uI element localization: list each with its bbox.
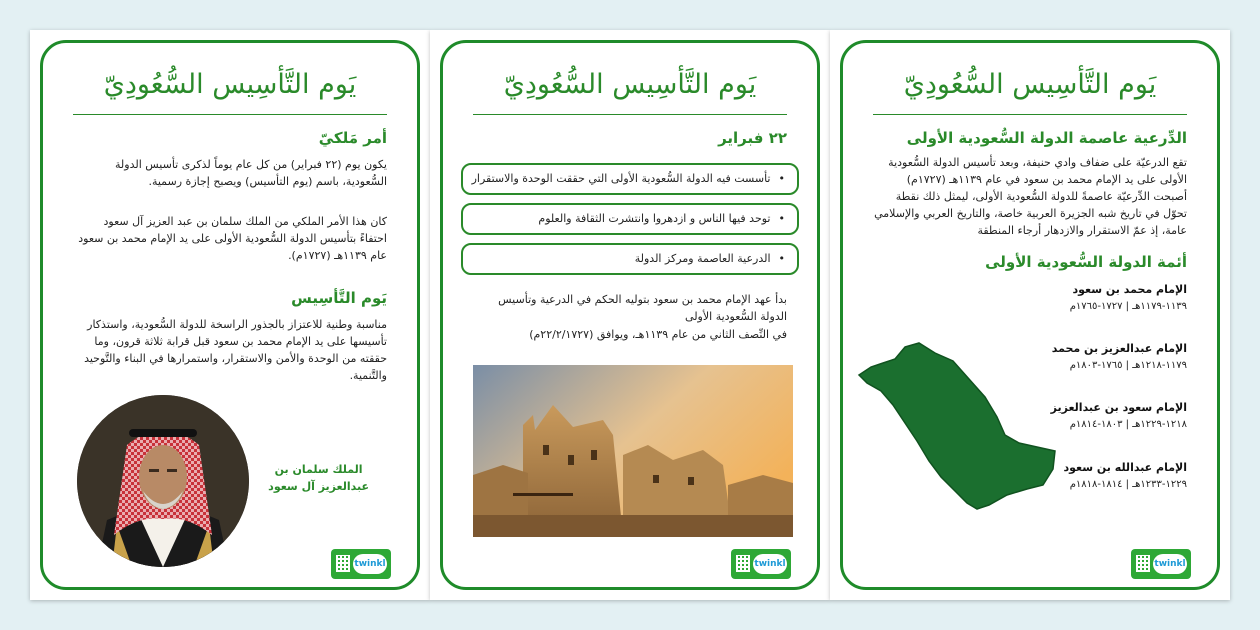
right-card-frame bbox=[840, 40, 1220, 590]
right-card-title: يَوم التَّأسِيس السُّعُودِيّ bbox=[873, 63, 1187, 115]
bullet-box-3 bbox=[461, 243, 799, 275]
imam-dates-4: ١٢٢٩-١٢٣٣هـ | ١٨١٤-١٨١٨م bbox=[1069, 479, 1187, 490]
bullet-text-1: تأسست فيه الدولة السُّعودية الأولى التي حققت الوحدة والاستقرار bbox=[471, 172, 771, 185]
middle-card-frame bbox=[440, 40, 820, 590]
diriyah-paragraph: تقع الدرعيّة على ضفاف وادي حنيفة، وبعد تأسيس الدولة السُّعودية الأولى على يد الإمام محمد بن سعود في عام ١١٣٩هـ (١٧٢٧م) أصبحت الدِّرعيّة عاصمةً للدولة السُّعودية الأولى، ليمثل ذلك نقطة تحوّل في تاريخ شبه الجزيرة العربية خاصة، والتاريخ العربي والإسلامي عامة، إذ عمّ الاستقرار والازدهار أرجاء المنطقة bbox=[874, 156, 1187, 237]
imam-name-4: الإمام عبدالله بن سعود bbox=[1063, 461, 1187, 474]
twinkl-logo-text: twinkl bbox=[1153, 554, 1187, 574]
diriyah-ruins-illustration bbox=[473, 365, 793, 537]
twinkl-logo-text: twinkl bbox=[753, 554, 787, 574]
bullet-dot-icon: • bbox=[778, 212, 785, 225]
bullet-box-2 bbox=[461, 203, 799, 235]
qr-code-icon bbox=[336, 555, 350, 572]
left-card-frame bbox=[40, 40, 420, 590]
middle-card bbox=[430, 30, 830, 600]
qr-code-icon bbox=[736, 555, 750, 572]
diriyah-heading: الدِّرعية عاصمة الدولة السُّعودية الأولى bbox=[906, 129, 1187, 147]
left-card bbox=[30, 30, 430, 600]
left-card-title: يَوم التَّأسِيس السُّعُودِيّ bbox=[73, 63, 387, 115]
king-portrait-illustration bbox=[77, 395, 249, 567]
royal-order-paragraph-1: يكون يوم (٢٢ فبراير) من كل عام يوماً لذكرى تأسيس الدولة السُّعودية، باسم (يوم التأسيس) ويصبح إجازة رسمية. bbox=[115, 158, 387, 188]
portrait-caption-line-2: عبدالعزيز آل سعود bbox=[268, 480, 369, 493]
imam-name-3: الإمام سعود بن عبدالعزيز bbox=[1050, 401, 1187, 414]
reign-paragraph-line-2: في النِّصف الثاني من عام ١١٣٩هـ، ويوافق (٢٢/٢/١٧٢٧م) bbox=[529, 328, 787, 341]
bullet-box-1 bbox=[461, 163, 799, 195]
royal-order-heading: أمر مَلكيّ bbox=[318, 129, 387, 147]
royal-order-paragraph-2: كان هذا الأمر الملكي من الملك سلمان بن عبد العزيز آل سعود احتفاءً بتأسيس الدولة السُّعودية الأولى على يد الإمام محمد بن سعود عام ١١٣٩هـ (١٧٢٧م). bbox=[78, 215, 387, 262]
twinkl-logo bbox=[331, 549, 391, 579]
portrait-caption bbox=[268, 461, 369, 495]
founding-day-paragraph: مناسبة وطنية للاعتزاز بالجذور الراسخة للدولة السُّعودية، واستذكار تأسيسها على يد الإمام محمد بن سعود قبل قرابة ثلاثة قرون، وما حققته من الوحدة والأمن والاستقرار، واستمرارها في البناء والتَّوحيد والتَّنمية. bbox=[84, 318, 387, 382]
bullet-text-3: الدرعية العاصمة ومركز الدولة bbox=[634, 252, 771, 265]
imam-dates-1: ١١٣٩-١١٧٩هـ | ١٧٢٧-١٧٦٥م bbox=[1069, 301, 1187, 312]
twinkl-logo-text: twinkl bbox=[353, 554, 387, 574]
twinkl-logo bbox=[731, 549, 791, 579]
imam-dates-2: ١١٧٩-١٢١٨هـ | ١٧٦٥-١٨٠٣م bbox=[1069, 360, 1187, 371]
reign-paragraph-line-1: بدأ عهد الإمام محمد بن سعود بتوليه الحكم في الدرعية وتأسيس الدولة السُّعودية الأولى bbox=[498, 293, 787, 323]
imams-heading: أئمة الدولة السُّعودية الأولى bbox=[985, 253, 1187, 271]
imam-name-1: الإمام محمد بن سعود bbox=[1072, 283, 1187, 296]
diriyah-photo bbox=[473, 365, 793, 537]
bullet-dot-icon: • bbox=[778, 252, 785, 265]
right-card bbox=[830, 30, 1230, 600]
portrait-caption-line-1: الملك سلمان بن bbox=[274, 463, 363, 476]
bullet-dot-icon: • bbox=[778, 172, 785, 185]
twinkl-logo bbox=[1131, 549, 1191, 579]
date-heading: ٢٢ فبراير bbox=[718, 129, 787, 147]
bullet-text-2: توحد فيها الناس و ازدهروا وانتشرت الثقافة والعلوم bbox=[538, 212, 771, 225]
middle-card-title: يَوم التَّأسِيس السُّعُودِيّ bbox=[473, 63, 787, 115]
founding-day-heading: يَوم التَّأسِيس bbox=[291, 289, 387, 307]
saudi-arabia-map-icon bbox=[857, 339, 1062, 514]
imam-name-2: الإمام عبدالعزيز بن محمد bbox=[1051, 342, 1187, 355]
king-portrait bbox=[77, 395, 249, 567]
imam-dates-3: ١٢١٨-١٢٢٩هـ | ١٨٠٣-١٨١٤م bbox=[1069, 419, 1187, 430]
qr-code-icon bbox=[1136, 555, 1150, 572]
